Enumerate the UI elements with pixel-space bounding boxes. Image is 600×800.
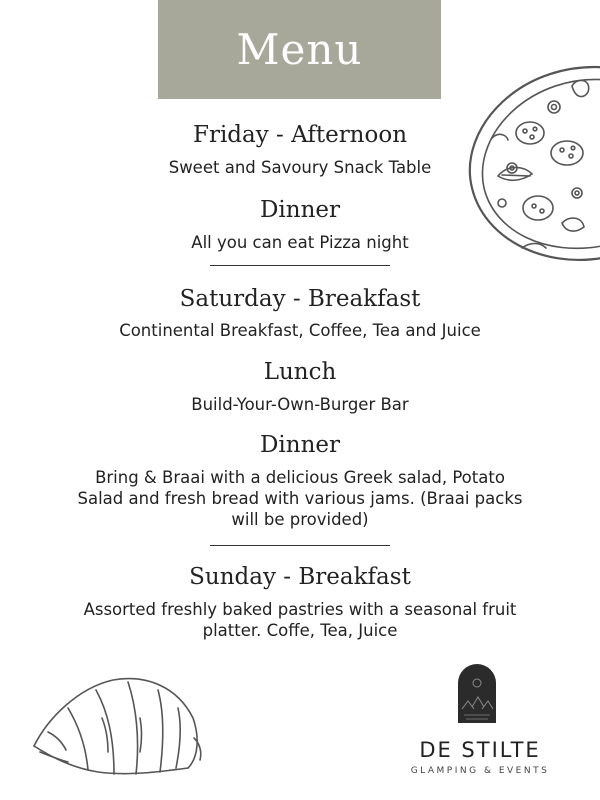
- section-heading-saturday-breakfast: Saturday - Breakfast: [179, 286, 421, 312]
- divider-line: [210, 265, 390, 266]
- menu-title: Menu: [236, 25, 363, 74]
- section-text-saturday-lunch: Build-Your-Own-Burger Bar: [191, 395, 409, 414]
- brand-name: DE STILTE: [419, 738, 541, 762]
- section-heading-friday-afternoon: Friday - Afternoon: [192, 122, 408, 148]
- brand-tagline: GLAMPING & EVENTS: [410, 766, 550, 776]
- croissant-illustration: [28, 668, 208, 788]
- divider-line: [210, 545, 390, 546]
- section-heading-saturday-dinner: Dinner: [259, 432, 341, 458]
- section-text-friday-dinner: All you can eat Pizza night: [191, 233, 409, 252]
- section-heading-sunday-breakfast: Sunday - Breakfast: [189, 564, 411, 590]
- de-stilte-logo-icon: [456, 663, 498, 725]
- section-text-saturday-dinner: Bring & Braai with a delicious Greek salad, Potato Salad and fresh bread with various jams. (Braai packs will be provided): [77, 468, 523, 529]
- title-banner: [158, 0, 441, 99]
- section-heading-saturday-lunch: Lunch: [263, 359, 337, 385]
- section-text-friday-afternoon: Sweet and Savoury Snack Table: [168, 158, 432, 177]
- pizza-illustration: [462, 58, 600, 268]
- section-text-saturday-breakfast: Continental Breakfast, Coffee, Tea and Juice: [119, 321, 481, 340]
- section-text-sunday-breakfast: Assorted freshly baked pastries with a seasonal fruit platter. Coffe, Tea, Juice: [83, 600, 517, 640]
- section-heading-friday-dinner: Dinner: [259, 197, 341, 223]
